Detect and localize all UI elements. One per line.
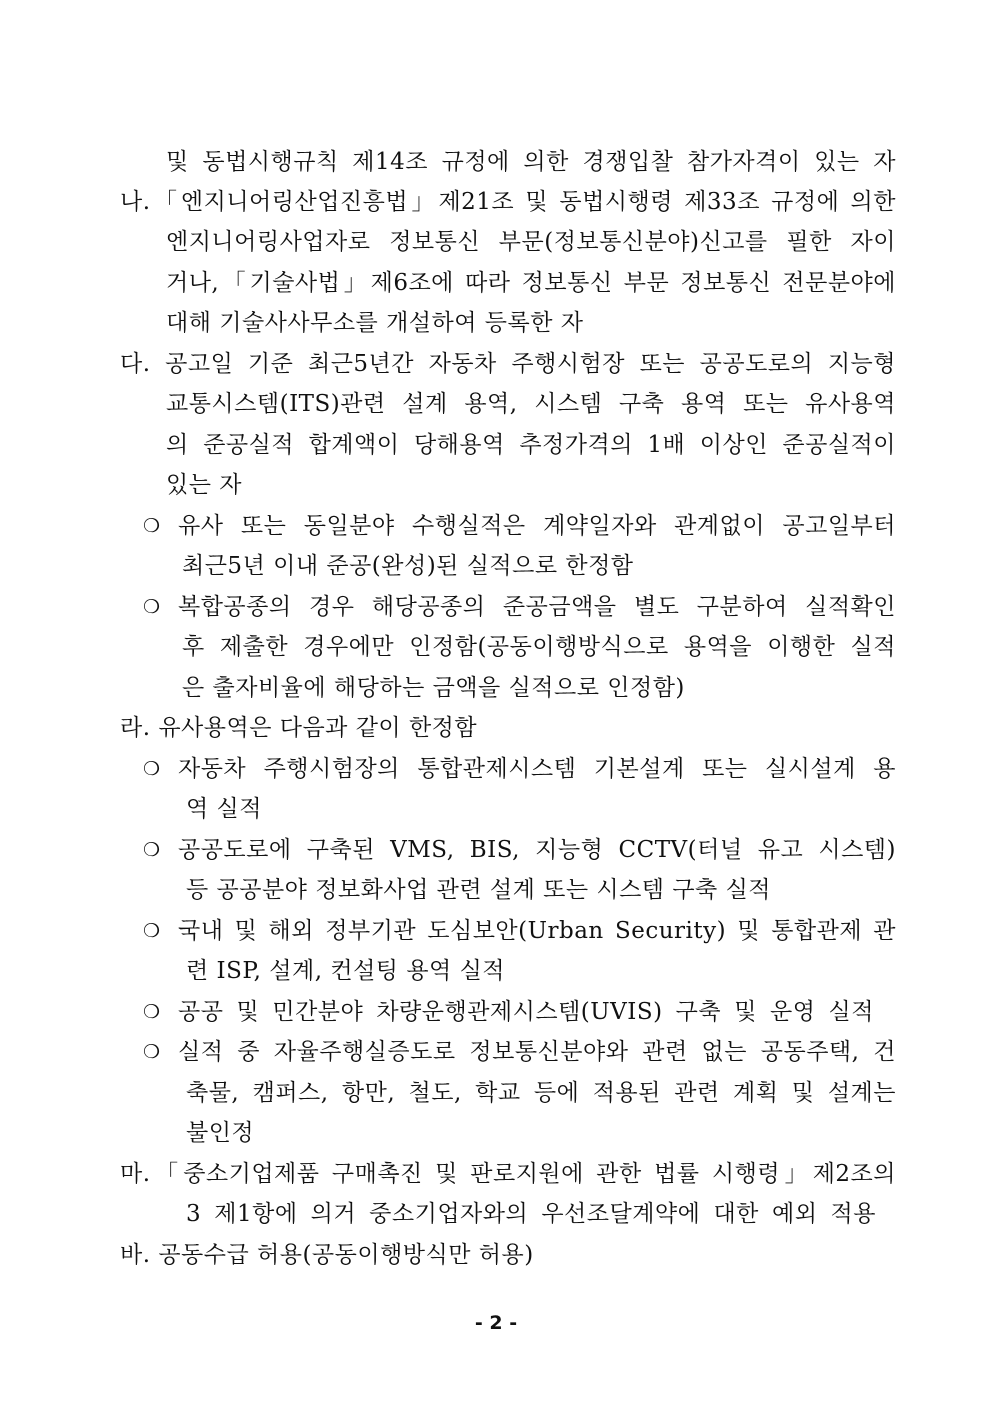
item-na-line: 거나,「기술사법」제6조에 따라 정보통신 부문 정보통신 전문분야에	[166, 270, 896, 296]
bullet-line: 공공도로에 구축된 VMS, BIS, 지능형 CCTV(터널 유고 시스템)	[178, 837, 896, 863]
bullet-line: 공공 및 민간분야 차량운행관제시스템(UVIS) 구축 및 운영 실적	[178, 999, 874, 1025]
bullet-circle-icon: ❍	[143, 920, 161, 942]
bullet-line: 역 실적	[186, 796, 262, 822]
item-da-line: 교통시스템(ITS)관련 설계 용역, 시스템 구축 용역 또는 유사용역	[166, 391, 896, 417]
item-da-line: 의 준공실적 합계액이 당해용역 추정가격의 1배 이상인 준공실적이	[166, 432, 896, 458]
bullet-line: 은 출자비율에 해당하는 금액을 실적으로 인정함)	[182, 675, 685, 701]
bullet-line: 축물, 캠퍼스, 항만, 철도, 학교 등에 적용된 관련 계획 및 설계는	[186, 1080, 896, 1106]
bullet-circle-icon: ❍	[143, 515, 161, 537]
item-ba-line: 바. 공동수급 허용(공동이행방식만 허용)	[120, 1242, 534, 1268]
bullet-line: 실적 중 자율주행실증도로 정보통신분야와 관련 없는 공동주택, 건	[178, 1039, 896, 1065]
item-ma-line: 마.「중소기업제품 구매촉진 및 판로지원에 관한 법률 시행령」제2조의	[120, 1161, 896, 1187]
item-da-line: 있는 자	[166, 472, 242, 498]
item-na-line: 엔지니어링사업자로 정보통신 부문(정보통신분야)신고를 필한 자이	[166, 229, 896, 255]
item-da-line: 다. 공고일 기준 최근5년간 자동차 주행시험장 또는 공공도로의 지능형	[120, 351, 896, 377]
bullet-line: 복합공종의 경우 해당공종의 준공금액을 별도 구분하여 실적확인	[178, 594, 896, 620]
page-number: - 2 -	[474, 1312, 518, 1334]
paragraph-line: 및 동법시행규칙 제14조 규정에 의한 경쟁입찰 참가자격이 있는 자	[166, 149, 896, 175]
bullet-line: 자동차 주행시험장의 통합관제시스템 기본설계 또는 실시설계 용	[178, 756, 896, 782]
bullet-circle-icon: ❍	[143, 1001, 161, 1023]
bullet-line: 후 제출한 경우에만 인정함(공동이행방식으로 용역을 이행한 실적	[182, 634, 896, 660]
bullet-line: 최근5년 이내 준공(완성)된 실적으로 한정함	[182, 553, 634, 579]
bullet-circle-icon: ❍	[143, 839, 161, 861]
item-ra-line: 라. 유사용역은 다음과 같이 한정함	[120, 715, 478, 741]
bullet-circle-icon: ❍	[143, 1041, 161, 1063]
item-na-line: 나.「엔지니어링산업진흥법」제21조 및 동법시행령 제33조 규정에 의한	[120, 189, 896, 215]
bullet-circle-icon: ❍	[143, 596, 161, 618]
bullet-line: 등 공공분야 정보화사업 관련 설계 또는 시스템 구축 실적	[186, 877, 772, 903]
bullet-line: 유사 또는 동일분야 수행실적은 계약일자와 관계없이 공고일부터	[178, 513, 896, 539]
bullet-line: 국내 및 해외 정부기관 도심보안(Urban Security) 및 통합관제 관	[178, 918, 896, 944]
item-na-line: 대해 기술사사무소를 개설하여 등록한 자	[166, 310, 584, 336]
bullet-line: 불인정	[186, 1120, 255, 1146]
bullet-line: 련 ISP, 설계, 컨설팅 용역 실적	[186, 958, 506, 984]
item-ma-line: 3 제1항에 의거 중소기업자와의 우선조달계약에 대한 예외 적용	[186, 1201, 876, 1227]
bullet-circle-icon: ❍	[143, 758, 161, 780]
